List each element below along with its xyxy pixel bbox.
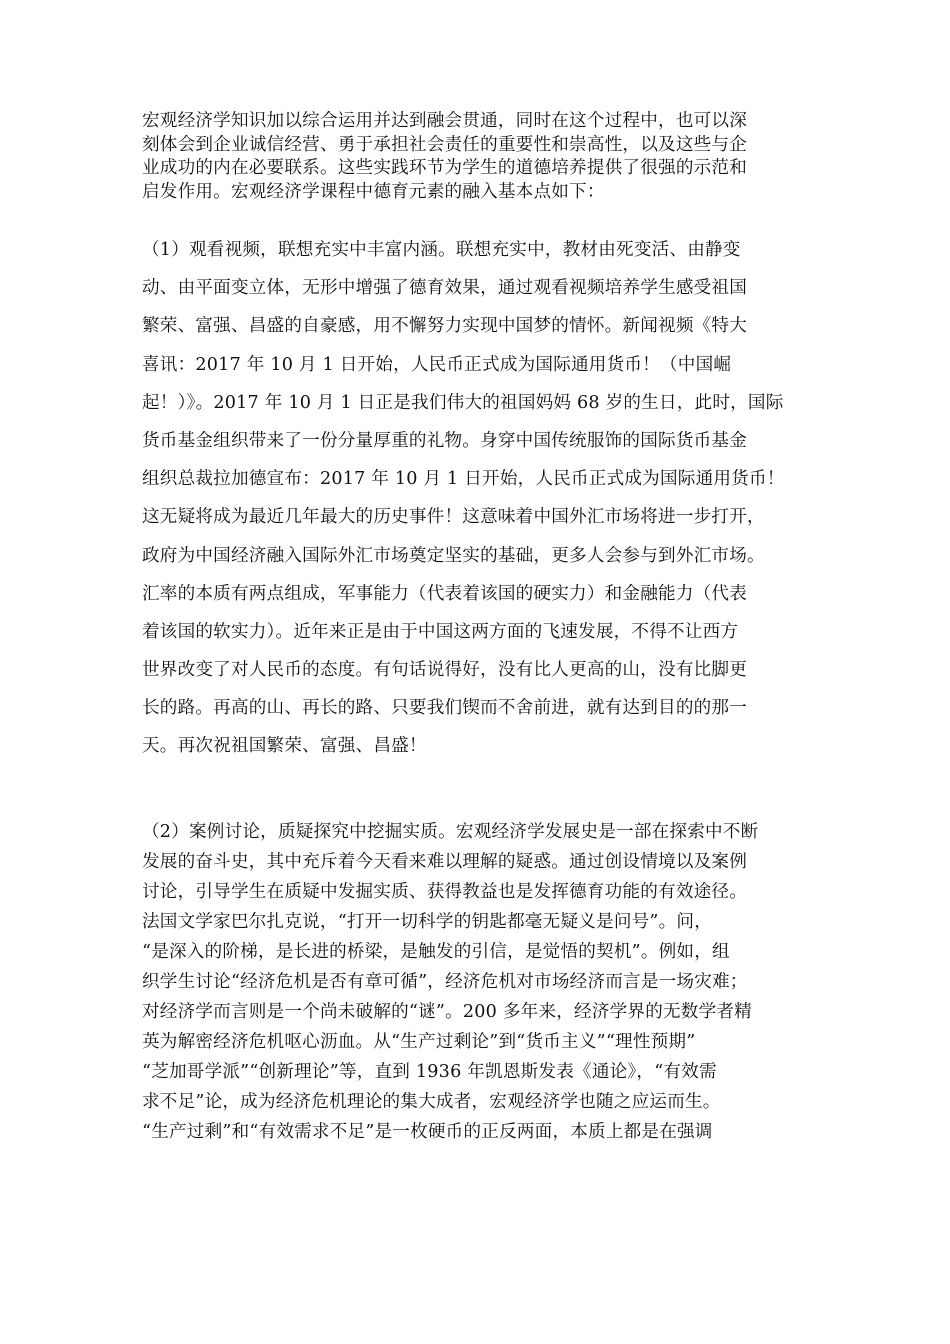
text-line: 发展的奋斗史，其中充斥着今天看来难以理解的疑惑。通过创设情境以及案例 <box>142 852 747 872</box>
text-line: 喜讯：2017 年 10 月 1 日开始，人民币正式成为国际通用货币！（中国崛 <box>142 354 732 375</box>
text-line: 天。再次祝祖国繁荣、富强、昌盛！ <box>142 736 427 757</box>
text-line: 法国文学家巴尔扎克说，“打开一切科学的钥匙都毫无疑义是问号”。问， <box>142 912 712 932</box>
text-line: 讨论，引导学生在质疑中发掘实质、获得教益也是发挥德育功能的有效途径。 <box>142 882 747 902</box>
text-line: 世界改变了对人民币的态度。有句话说得好，没有比人更高的山，没有比脚更 <box>142 660 747 681</box>
text-line: 长的路。再高的山、再长的路、只要我们锲而不舍前进，就有达到目的的那一 <box>142 698 747 719</box>
text-line: 起！）》。2017 年 10 月 1 日正是我们伟大的祖国妈妈 68 岁的生日，此时，国际 <box>142 392 784 413</box>
text-line: “是深入的阶梯，是长进的桥梁，是触发的引信，是觉悟的契机”。例如，组 <box>142 942 730 962</box>
text-line: 汇率的本质有两点组成，军事能力（代表着该国的硬实力）和金融能力（代表 <box>142 583 747 604</box>
text-line: 宏观经济学知识加以综合运用并达到融会贯通，同时在这个过程中，也可以深 <box>142 111 747 131</box>
text-line: 繁荣、富强、昌盛的自豪感，用不懈努力实现中国梦的情怀。新闻视频《特大 <box>142 316 747 337</box>
paragraph-case-discussion <box>142 817 810 1147</box>
text-line: “生产过剩”和“有效需求不足”是一枚硬币的正反两面，本质上都是在强调 <box>142 1122 713 1142</box>
text-line: 刻体会到企业诚信经营、勇于承担社会责任的重要性和崇高性，以及这些与企 <box>142 134 747 155</box>
paragraph-watch-videos <box>142 231 810 766</box>
text-line: 业成功的内在必要联系。这些实践环节为学生的道德培养提供了很强的示范和 <box>142 158 747 178</box>
text-line: 动、由平面变立体，无形中增强了德育效果，通过观看视频培养学生感受祖国 <box>142 278 747 299</box>
text-line: 这无疑将成为最近几年最大的历史事件！这意味着中国外汇市场将进一步打开， <box>142 507 765 528</box>
text-line: 着该国的软实力）。近年来正是由于中国这两方面的飞速发展，不得不让西方 <box>142 621 739 642</box>
text-line: 织学生讨论“经济危机是否有章可循”，经济危机对市场经济而言是一场灾难； <box>142 972 748 992</box>
text-line: “芝加哥学派”“创新理论”等，直到 1936 年凯恩斯发表《通论》，“有效需 <box>142 1062 717 1082</box>
text-line: 启发作用。宏观经济学课程中德育元素的融入基本点如下： <box>142 181 605 202</box>
text-line: 政府为中国经济融入国际外汇市场奠定坚实的基础，更多人会参与到外汇市场。 <box>142 545 765 566</box>
intro-paragraph <box>142 110 810 204</box>
text-line: 货币基金组织带来了一份分量厚重的礼物。身穿中国传统服饰的国际货币基金 <box>142 430 747 451</box>
text-line: （1）观看视频，联想充实中丰富内涵。联想充实中，教材由死变活、由静变 <box>142 240 741 260</box>
text-line: 英为解密经济危机呕心沥血。从“生产过剩论”到“货币主义”“理性预期” <box>142 1032 696 1052</box>
text-line: （2）案例讨论，质疑探究中挖掘实质。宏观经济学发展史是一部在探索中不断 <box>142 822 759 842</box>
text-line: 求不足”论，成为经济危机理论的集大成者，宏观经济学也随之应运而生。 <box>142 1092 721 1112</box>
text-line: 对经济学而言则是一个尚未破解的“谜”。200 多年来，经济学界的无数学者精 <box>142 1002 752 1022</box>
text-line: 组织总裁拉加德宣布：2017 年 10 月 1 日开始，人民币正式成为国际通用货币！ <box>142 469 785 490</box>
